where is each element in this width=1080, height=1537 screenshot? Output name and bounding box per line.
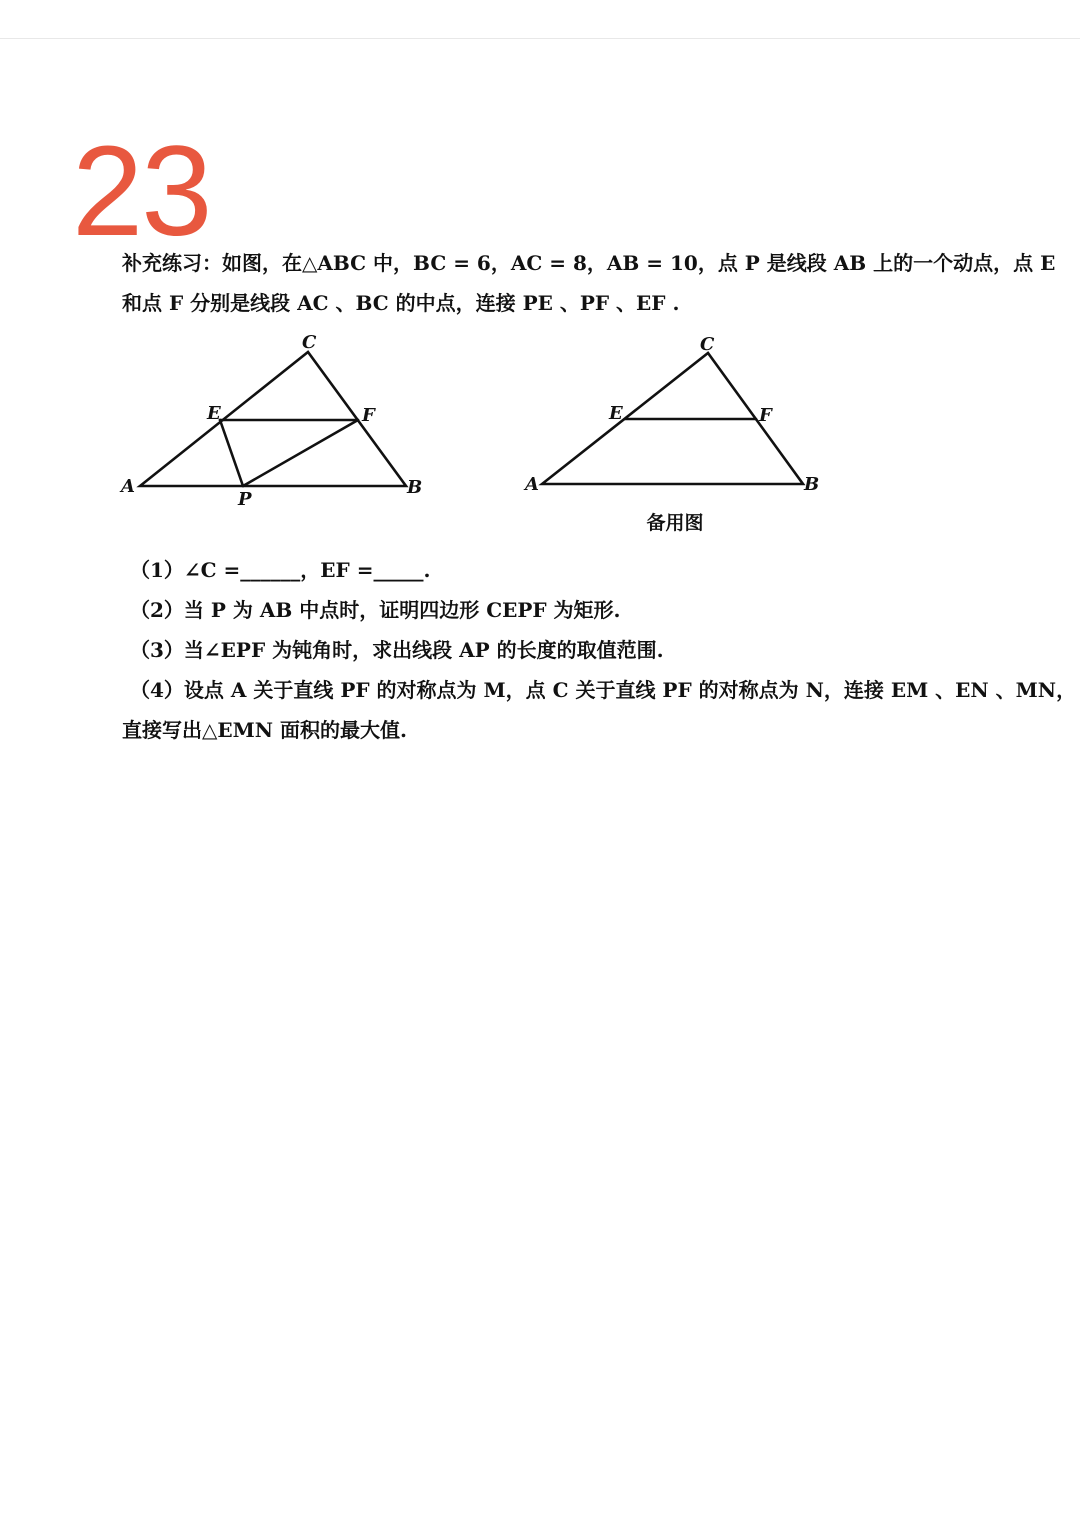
question-3: （3）当∠EPF 为钝角时，求出线段 AP 的长度的取值范围. [130,638,664,662]
figure-backup [512,325,832,515]
question-list [122,550,1077,750]
question-number: 23 [72,120,211,263]
label-p: P [238,489,252,510]
question-1: （1）∠C =______，EF =_____. [130,558,431,582]
problem-line-1: 补充练习：如图，在△ABC 中，BC = 6，AC = 8，AB = 10，点 P 是线段 AB 上的一个动点，点 E [122,251,1056,275]
top-divider [0,38,1080,39]
label-e-backup: E [609,403,623,424]
label-b: B [407,477,423,498]
label-b-backup: B [804,474,820,495]
problem-line-2: 和点 F 分别是线段 AC 、BC 的中点，连接 PE 、PF 、EF . [122,291,680,315]
label-c: C [302,332,317,353]
label-e: E [207,403,221,424]
question-2: （2）当 P 为 AB 中点时，证明四边形 CEPF 为矩形. [130,598,621,622]
question-4-continued: 直接写出△EMN 面积的最大值. [122,718,407,742]
label-c-backup: C [700,334,715,355]
figure-caption: 备用图 [646,512,704,534]
label-a-backup: A [525,474,539,495]
figure-main [112,325,432,515]
label-f-backup: F [759,405,772,426]
problem-statement [122,243,1056,323]
label-f: F [362,405,375,426]
question-4: （4）设点 A 关于直线 PF 的对称点为 M，点 C 关于直线 PF 的对称点为 N，连接 EM 、EN 、MN， [130,678,1077,702]
segment-pe [220,420,243,486]
segment-pf [243,420,358,486]
label-a: A [121,476,135,497]
